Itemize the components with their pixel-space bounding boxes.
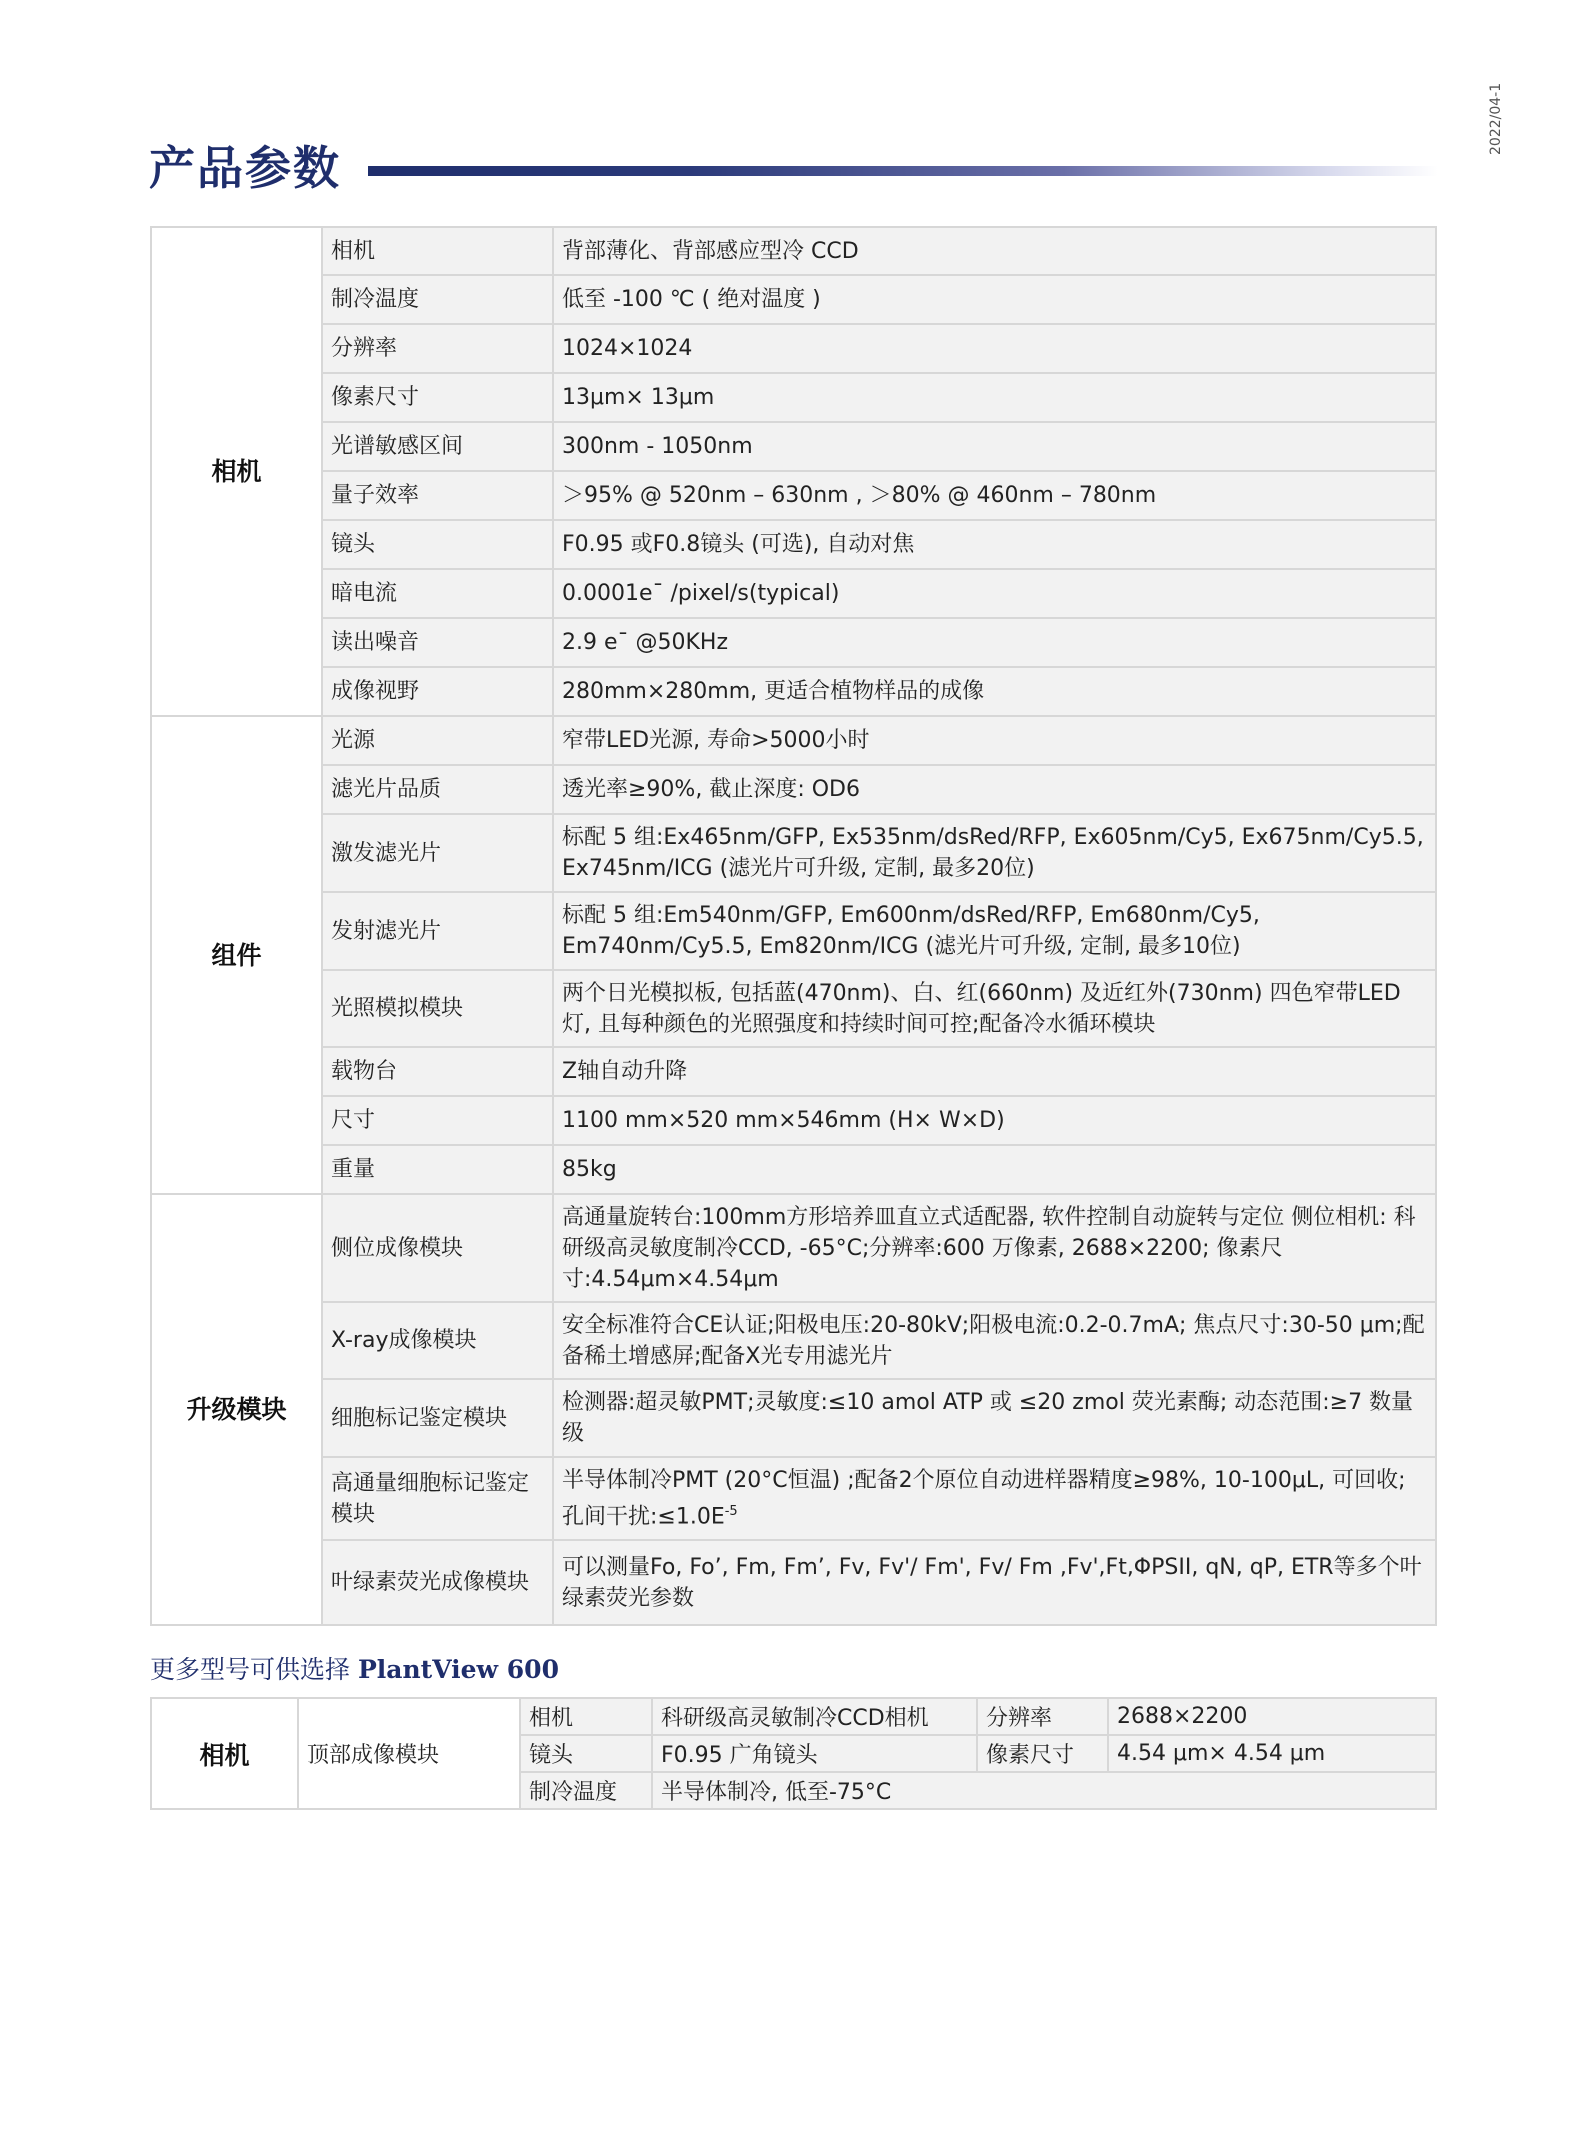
- more-heading-text: 更多型号可供选择: [150, 1655, 351, 1684]
- page-title: 产品参数: [149, 141, 341, 195]
- spec-value: 2.9 e¯ @50KHz: [553, 618, 1436, 667]
- more-value: F0.95 广角镜头: [652, 1735, 977, 1772]
- spec-name: 读出噪音: [322, 618, 553, 667]
- spec-name: 光照模拟模块: [322, 970, 553, 1047]
- spec-value: ＞95% @ 520nm – 630nm , ＞80% @ 460nm – 780nm: [553, 471, 1436, 520]
- group-components: 组件: [151, 716, 322, 1194]
- spec-value: 检测器:超灵敏PMT;灵敏度:≤10 amol ATP 或 ≤20 zmol 荧光素酶; 动态范围:≥7 数量级: [553, 1379, 1436, 1457]
- more-value: 半导体制冷, 低至-75°C: [652, 1772, 1436, 1809]
- more-value: 2688×2200: [1108, 1698, 1436, 1735]
- more-key: 像素尺寸: [977, 1735, 1108, 1772]
- spec-name: 发射滤光片: [322, 892, 553, 970]
- spec-value: 0.0001e¯ /pixel/s(typical): [553, 569, 1436, 618]
- more-group-camera: 相机: [151, 1698, 298, 1809]
- spec-name: 滤光片品质: [322, 765, 553, 814]
- spec-name: X-ray成像模块: [322, 1302, 553, 1379]
- more-key: 分辨率: [977, 1698, 1108, 1735]
- group-upgrades: 升级模块: [151, 1194, 322, 1625]
- title-gradient-bar: [368, 166, 1438, 176]
- spec-value: 300nm - 1050nm: [553, 422, 1436, 471]
- spec-value: 1100 mm×520 mm×546mm (H× W×D): [553, 1096, 1436, 1145]
- spec-value: 窄带LED光源, 寿命>5000小时: [553, 716, 1436, 765]
- spec-value: 透光率≥90%, 截止深度: OD6: [553, 765, 1436, 814]
- more-value: 科研级高灵敏制冷CCD相机: [652, 1698, 977, 1735]
- spec-value: 低至 -100 ℃ ( 绝对温度 ): [553, 275, 1436, 324]
- spec-name: 细胞标记鉴定模块: [322, 1379, 553, 1457]
- spec-name: 相机: [322, 227, 553, 275]
- spec-name: 量子效率: [322, 471, 553, 520]
- spec-value: 可以测量Fo, Fo’, Fm, Fm’, Fv, Fv'/ Fm', Fv/ Fm ,Fv',Ft,ΦPSII, qN, qP, ETR等多个叶绿素荧光参数: [553, 1540, 1436, 1625]
- spec-value: [553, 1457, 1436, 1540]
- spec-name: 尺寸: [322, 1096, 553, 1145]
- spec-value: F0.95 或F0.8镜头 (可选), 自动对焦: [553, 520, 1436, 569]
- spec-value: 安全标准符合CE认证;阳极电压:20-80kV;阳极电流:0.2-0.7mA; 焦点尺寸:30-50 μm;配备稀土增感屏;配备X光专用滤光片: [553, 1302, 1436, 1379]
- spec-name: 暗电流: [322, 569, 553, 618]
- group-camera: 相机: [151, 227, 322, 716]
- spec-value: 两个日光模拟板, 包括蓝(470nm)、白、红(660nm) 及近红外(730nm) 四色窄带LED灯, 且每种颜色的光照强度和持续时间可控;配备冷水循环模块: [553, 970, 1436, 1047]
- spec-value: 高通量旋转台:100mm方形培养皿直立式适配器, 软件控制自动旋转与定位 侧位相机: 科研级高灵敏度制冷CCD, -65°C;分辨率:600 万像素, 2688×2200; 像素尺寸:4.54μm×4.54μm: [553, 1194, 1436, 1302]
- spec-name: 镜头: [322, 520, 553, 569]
- spec-value: Z轴自动升降: [553, 1047, 1436, 1096]
- spec-value: 标配 5 组:Em540nm/GFP, Em600nm/dsRed/RFP, Em680nm/Cy5, Em740nm/Cy5.5, Em820nm/ICG (滤光片可升级, 定制, 最多10位): [553, 892, 1436, 970]
- spec-name: 重量: [322, 1145, 553, 1194]
- spec-name: 高通量细胞标记鉴定模块: [322, 1457, 553, 1540]
- spec-name: 激发滤光片: [322, 814, 553, 892]
- spec-name: 叶绿素荧光成像模块: [322, 1540, 553, 1625]
- spec-name: 光源: [322, 716, 553, 765]
- spec-name: 制冷温度: [322, 275, 553, 324]
- more-models-heading: [150, 1654, 559, 1686]
- more-models-table: [150, 1697, 1437, 1810]
- more-key: 镜头: [520, 1735, 652, 1772]
- spec-name: 分辨率: [322, 324, 553, 373]
- date-stamp: 2022/04-1: [1488, 82, 1504, 156]
- spec-name: 光谱敏感区间: [322, 422, 553, 471]
- spec-value: 标配 5 组:Ex465nm/GFP, Ex535nm/dsRed/RFP, Ex605nm/Cy5, Ex675nm/Cy5.5, Ex745nm/ICG (滤光片可升级, 定制, 最多20位): [553, 814, 1436, 892]
- spec-name: 载物台: [322, 1047, 553, 1096]
- more-key: 制冷温度: [520, 1772, 652, 1809]
- more-module: 顶部成像模块: [298, 1698, 520, 1809]
- spec-table: [150, 226, 1437, 1626]
- spec-name: 侧位成像模块: [322, 1194, 553, 1302]
- more-key: 相机: [520, 1698, 652, 1735]
- spec-value-text: 半导体制冷PMT (20°C恒温) ;配备2个原位自动进样器精度≥98%, 10-100μL, 可回收;孔间干扰:≤1.0E: [562, 1467, 1406, 1530]
- more-value: 4.54 μm× 4.54 μm: [1108, 1735, 1436, 1772]
- spec-name: 成像视野: [322, 667, 553, 716]
- spec-value: 13μm× 13μm: [553, 373, 1436, 422]
- spec-value: 280mm×280mm, 更适合植物样品的成像: [553, 667, 1436, 716]
- model-name: PlantView 600: [357, 1655, 559, 1684]
- spec-value: 背部薄化、背部感应型冷 CCD: [553, 227, 1436, 275]
- spec-value: 85kg: [553, 1145, 1436, 1194]
- spec-value-superscript: -5: [724, 1503, 738, 1519]
- spec-name: 像素尺寸: [322, 373, 553, 422]
- spec-value: 1024×1024: [553, 324, 1436, 373]
